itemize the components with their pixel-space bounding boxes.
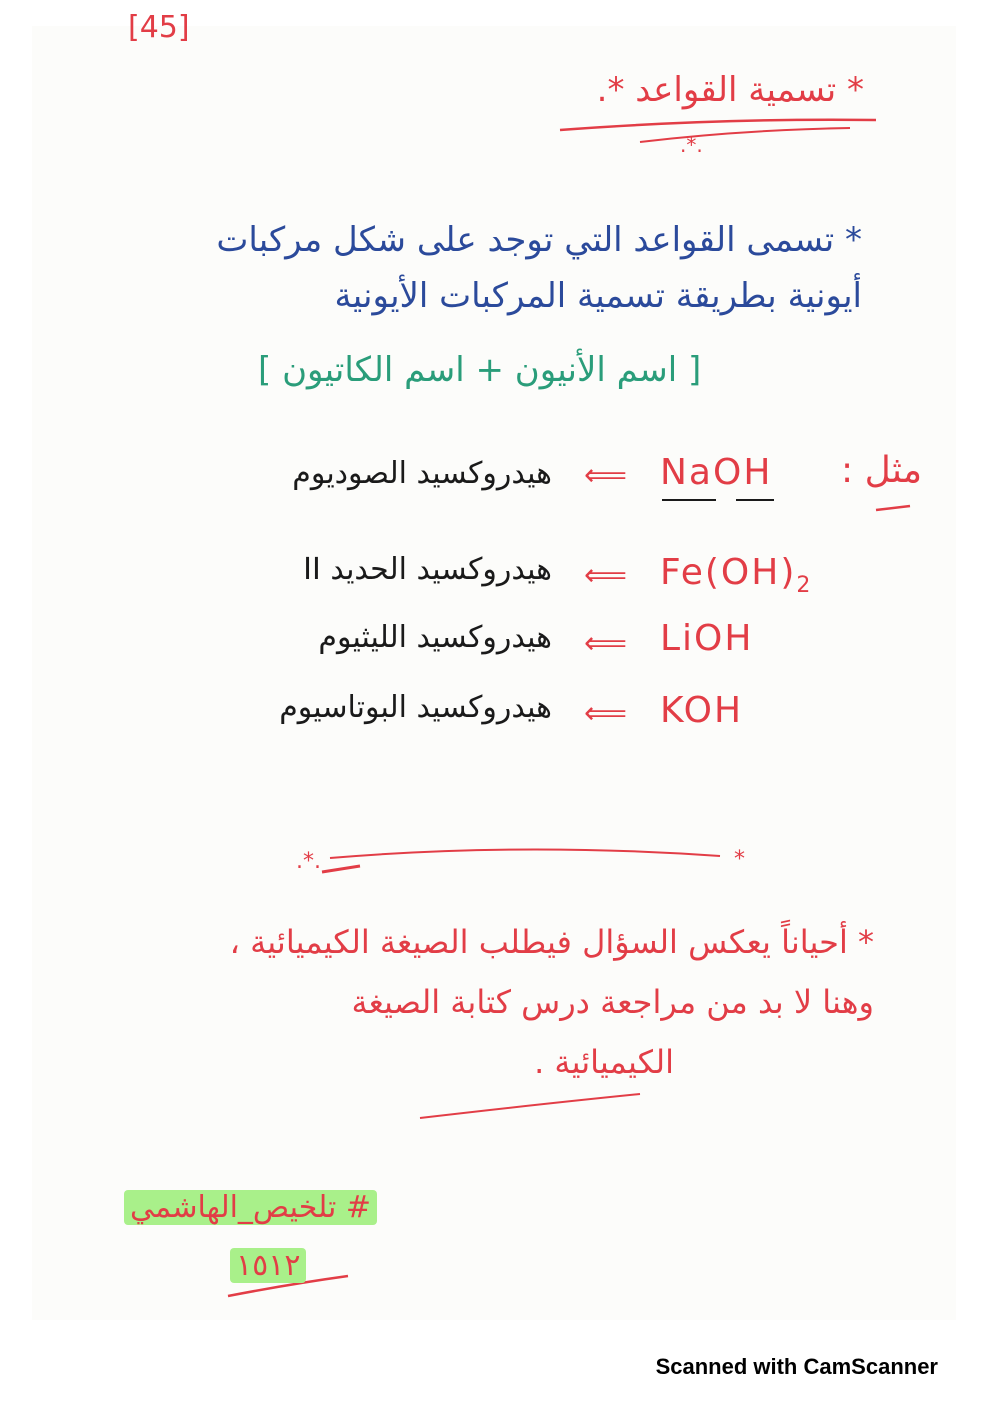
title-asterisk-small: .*. <box>680 133 703 157</box>
formula-text: Fe(OH) <box>660 552 797 593</box>
intro-line-1: * تسمى القواعد التي توجد على شكل مركبات <box>216 220 862 260</box>
example-label: مثل : <box>841 450 922 491</box>
formula-koh <box>660 690 743 731</box>
formula-naoh <box>660 452 772 493</box>
compound-name-potassium-hydroxide: هيدروكسيد البوتاسيوم <box>279 690 552 725</box>
formula-subscript: 2 <box>796 573 813 599</box>
intro-paragraph <box>216 212 862 324</box>
intro-line-2: أيونية بطريقة تسمية المركبات الأيونية <box>334 276 862 316</box>
note-paragraph <box>230 912 874 1092</box>
section-divider-dash <box>322 866 360 872</box>
compound-name-iron-hydroxide: هيدروكسيد الحديد II <box>303 552 552 587</box>
arrow-icon: ⟸ <box>584 458 628 493</box>
formula-text: LiOH <box>660 618 754 659</box>
hashtag-number: ١٥١٢ <box>230 1248 306 1283</box>
page-title: * تسمية القواعد *. <box>596 70 864 110</box>
section-divider <box>330 849 720 858</box>
title-underline-2 <box>640 128 850 142</box>
page-number: [45] <box>128 10 190 45</box>
arrow-icon: ⟸ <box>584 558 628 593</box>
formula-text: NaOH <box>660 452 773 493</box>
compound-name-sodium-hydroxide: هيدروكسيد الصوديوم <box>292 456 552 491</box>
arrow-icon: ⟸ <box>584 626 628 661</box>
note-line-1: * أحياناً يعكس السؤال فيطلب الصيغة الكيميائية ، <box>229 923 874 961</box>
note-line-2: وهنا لا بد من مراجعة درس كتابة الصيغة <box>351 983 874 1021</box>
compound-name-lithium-hydroxide: هيدروكسيد الليثيوم <box>318 620 552 655</box>
formula-text: KOH <box>660 690 744 731</box>
naming-rule: [ اسم الأنيون + اسم الكاتيون ] <box>258 350 702 390</box>
formula-iron-hydroxide <box>660 552 812 598</box>
example-underline <box>876 506 910 510</box>
arrow-icon: ⟸ <box>584 696 628 731</box>
camscanner-watermark: Scanned with CamScanner <box>655 1354 938 1379</box>
note-underline <box>420 1094 640 1118</box>
formula-lioh <box>660 618 753 659</box>
divider-asterisk-left: .*. <box>296 849 321 874</box>
note-line-3: الكيميائية . <box>534 1043 674 1081</box>
hashtag-label: # تلخيص_الهاشمي <box>124 1190 377 1225</box>
divider-asterisk-right: * <box>734 847 745 872</box>
